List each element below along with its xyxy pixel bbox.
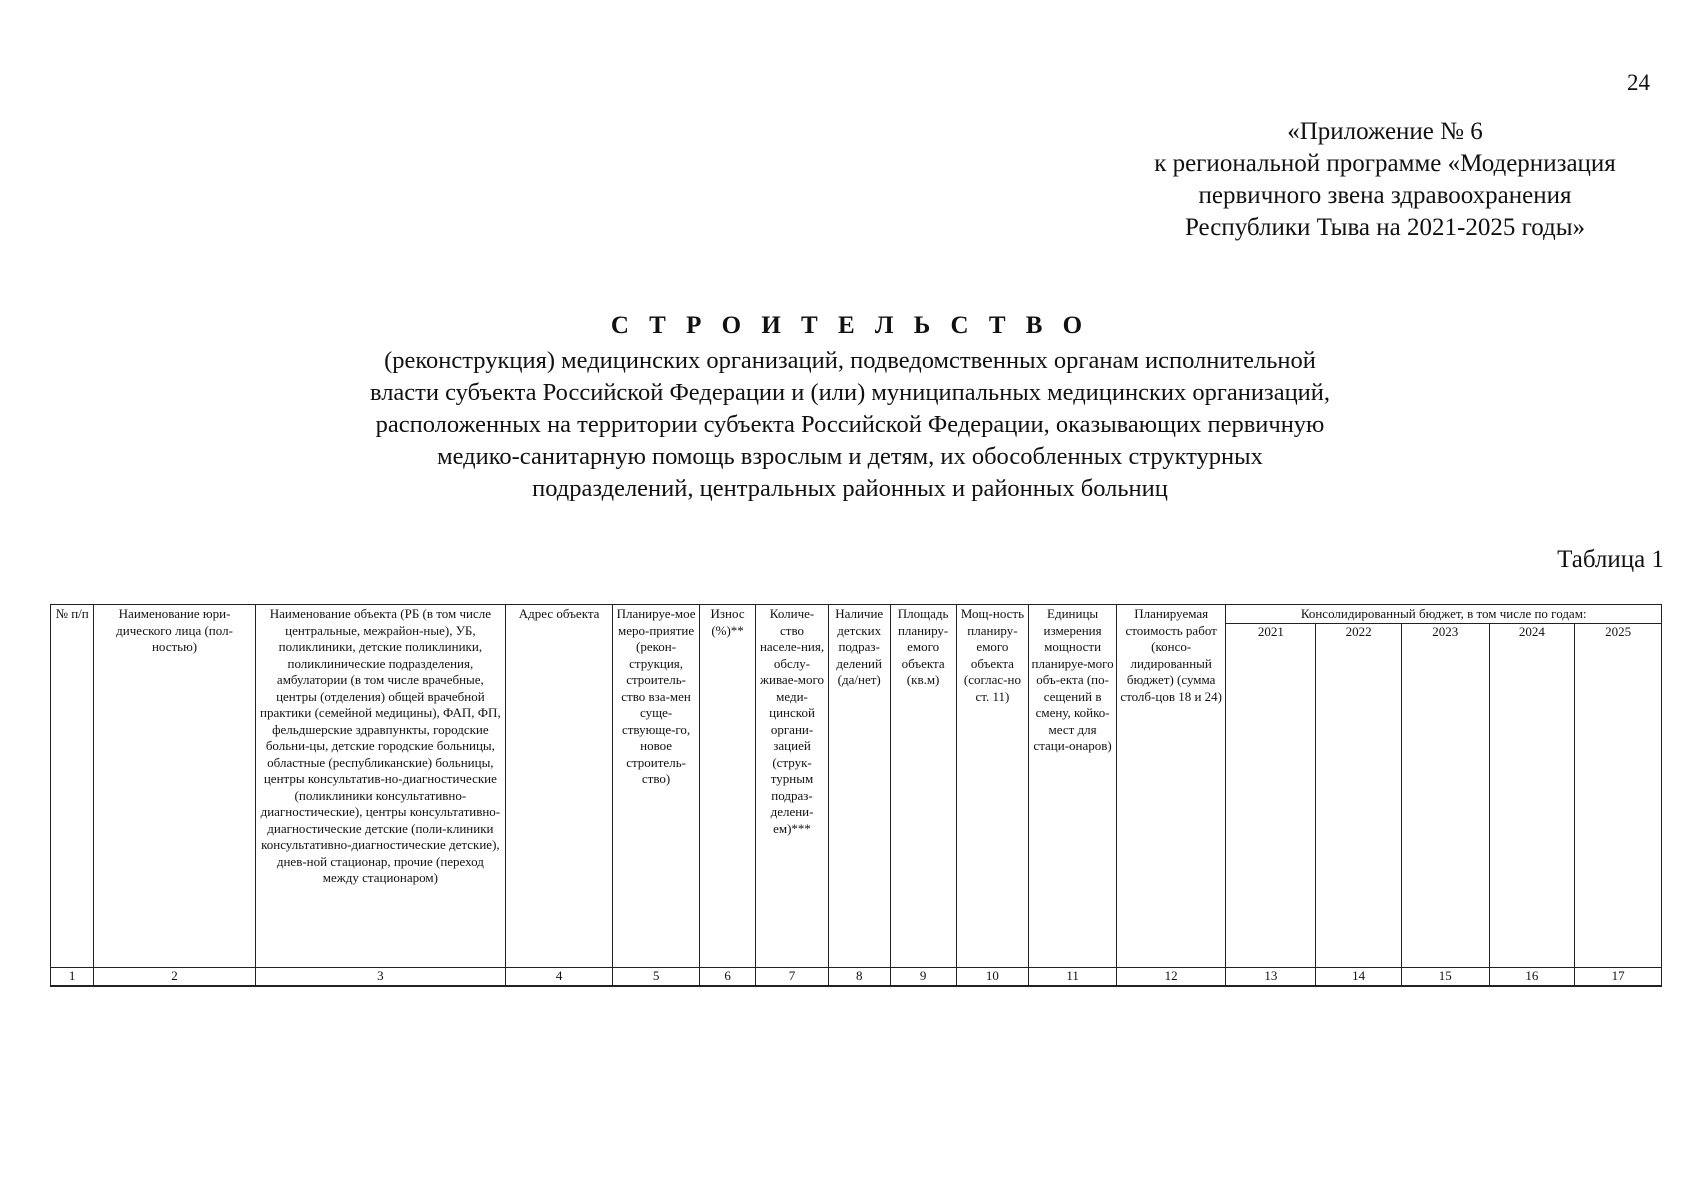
header-child-units: Наличие детских подраз-делений (да/нет) (828, 605, 890, 968)
column-number: 6 (699, 967, 755, 986)
construction-table (50, 604, 1662, 987)
column-number: 13 (1226, 967, 1316, 986)
header-area: Площадь планиру-емого объекта (кв.м) (890, 605, 956, 968)
document-subheading (250, 345, 1450, 505)
appendix-line: «Приложение № 6 (1287, 118, 1483, 145)
header-capacity-units: Единицы измерения мощности планируе-мого объ-екта (по-сещений в смену, койко-мест для стаци-онаров) (1029, 605, 1117, 968)
header-year-2024: 2024 (1489, 623, 1575, 967)
column-number: 11 (1029, 967, 1117, 986)
subheading-line: (реконструкция) медицинских организаций, подведомственных органам исполнительной (384, 347, 1316, 374)
header-year-2022: 2022 (1316, 623, 1402, 967)
appendix-line: к региональной программе «Модернизация (1154, 150, 1616, 177)
header-number: № п/п (51, 605, 94, 968)
column-number: 2 (94, 967, 255, 986)
header-object-name: Наименование объекта (РБ (в том числе центральные, межрайон-ные), УБ, поликлиники, детские поликлиники, поликлинические подразделения, амбулатории (в том числе врачебные, центры (отделения) общей врачебной практики (семейной медицины), ФАП, ФП, фельдшерские здравпункты, городские больни-цы, детские городские больницы, областные (республиканские) больницы, центры консультатив-но-диагностические (поликлиники консультативно-диагностические), центры консультативно-диагностические детские (поли-клиники консультативно-диагностические детские), днев-ной стационар, прочие (переход между стационаром) (255, 605, 505, 968)
header-address: Адрес объекта (506, 605, 613, 968)
subheading-line: расположенных на территории субъекта Российской Федерации, оказывающих первичную (375, 411, 1325, 438)
column-number: 16 (1489, 967, 1575, 986)
appendix-line: первичного звена здравоохранения (1198, 182, 1572, 209)
subheading-line: подразделений, центральных районных и районных больниц (532, 475, 1168, 502)
header-year-2023: 2023 (1401, 623, 1489, 967)
document-heading: С Т Р О И Т Е Л Ь С Т В О (610, 312, 1090, 339)
header-wear: Износ (%)** (699, 605, 755, 968)
column-number: 9 (890, 967, 956, 986)
table-label: Таблица 1 (1557, 546, 1664, 573)
header-planned-activity: Планируе-мое меро-приятие (рекон-струкция, строитель-ство вза-мен суще-ствующе-го, новое строитель-ство) (613, 605, 700, 968)
appendix-reference (1105, 116, 1665, 244)
column-number: 3 (255, 967, 505, 986)
appendix-line: Республики Тыва на 2021-2025 годы» (1184, 214, 1586, 241)
page-number: 24 (1627, 70, 1650, 95)
column-number: 8 (828, 967, 890, 986)
header-legal-entity: Наименование юри-дического лица (пол-ностью) (94, 605, 255, 968)
column-number: 10 (956, 967, 1029, 986)
column-number: 1 (51, 967, 94, 986)
header-planned-cost: Планируемая стоимость работ (консо-лидированный бюджет) (сумма столб-цов 18 и 24) (1116, 605, 1225, 968)
column-number: 17 (1575, 967, 1662, 986)
header-year-2025: 2025 (1575, 623, 1662, 967)
column-number: 4 (506, 967, 613, 986)
column-number: 5 (613, 967, 700, 986)
subheading-line: медико-санитарную помощь взрослым и детям, их обособленных структурных (437, 443, 1263, 470)
subheading-line: власти субъекта Российской Федерации и (или) муниципальных медицинских организаций, (369, 379, 1331, 406)
header-capacity: Мощ-ность планиру-емого объекта (соглас-но ст. 11) (956, 605, 1029, 968)
header-population: Количе-ство населе-ния, обслу-живае-мого меди-цинской органи-зацией (струк-турным подраз-делени-ем)*** (756, 605, 829, 968)
column-number: 14 (1316, 967, 1402, 986)
header-year-2021: 2021 (1226, 623, 1316, 967)
column-number: 15 (1401, 967, 1489, 986)
column-number: 12 (1116, 967, 1225, 986)
header-consolidated-budget: Консолидированный бюджет, в том числе по годам: (1226, 605, 1662, 624)
column-number: 7 (756, 967, 829, 986)
